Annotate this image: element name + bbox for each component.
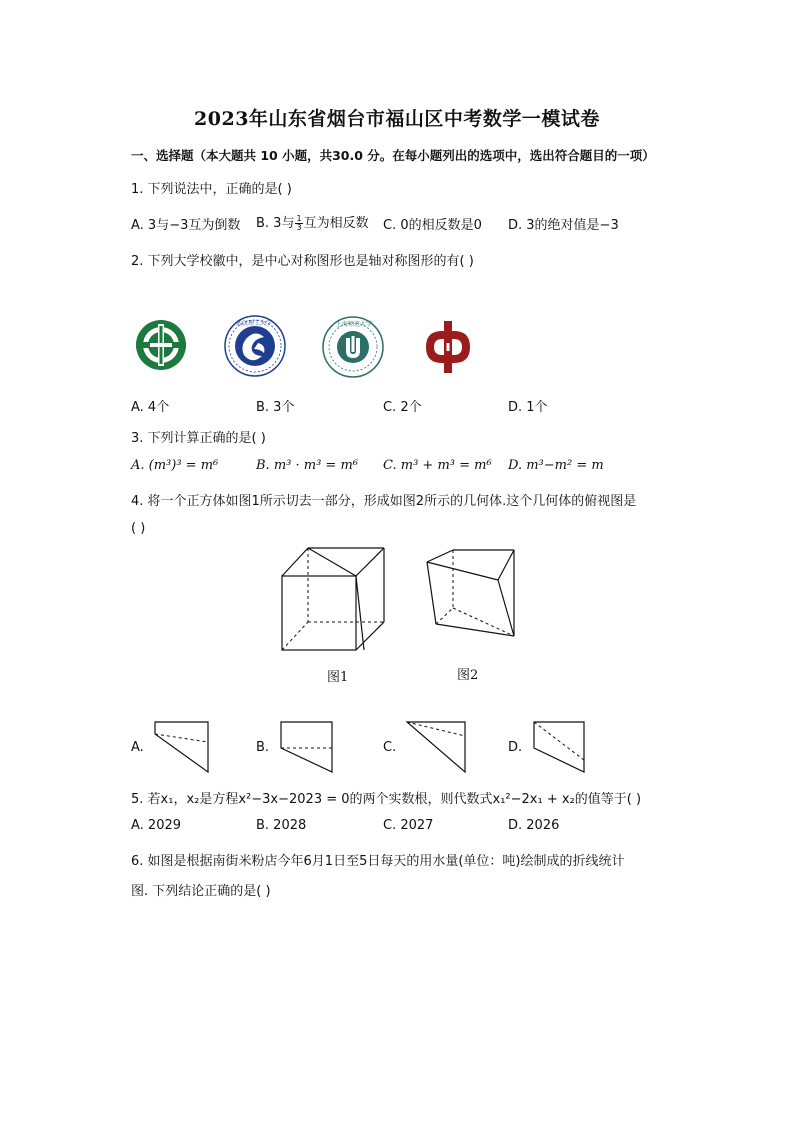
figure-1-caption: 图1 [327,670,349,685]
fraction-denominator: 3 [296,223,302,232]
q4-option-d-figure [532,720,590,774]
q4-option-a-label: A. [131,740,144,755]
q5-option-a: A. 2029 [131,818,182,833]
logo-1-green-emblem [134,318,188,372]
figure-1-cube [278,545,390,653]
q4-option-c-label: C. [383,740,397,755]
q5-option-c: C. 2027 [383,818,434,833]
question-6-stem-cont: 图. 下列结论正确的是( ) [131,884,271,899]
question-5-stem: 5. 若x₁，x₂是方程x²−3x−2023 = 0的两个实数根，则代数式x₁²−2x₁ + x₂的值等于( ) [131,792,642,807]
q1-option-d: D. 3的绝对值是−3 [508,218,619,233]
q2-option-d: D. 1个 [508,400,548,415]
question-3-stem: 3. 下列计算正确的是( ) [131,431,266,446]
question-4-stem-cont: ( ) [131,521,146,536]
question-6-stem: 6. 如图是根据南街米粉店今年6月1日至5日每天的用水量(单位：吨)绘制成的折线统计 [131,854,625,869]
logo-2-text: 武汉理工大学 [236,320,273,327]
q4-option-b-label: B. [256,740,270,755]
page-title: 2023年山东省烟台市福山区中考数学一模试卷 [194,108,600,130]
section-heading: 一、选择题（本大题共 10 小题，共30.0 分。在每小题列出的选项中，选出符合题目的一项） [131,148,655,163]
q3-option-c: C. m³ + m³ = m⁶ [383,458,492,473]
q4-option-c-figure [405,720,467,774]
logo-4-red-emblem [418,317,478,377]
question-2-stem: 2. 下列大学校徽中，是中心对称图形也是轴对称图形的有( ) [131,254,474,269]
q1-option-b-suffix: 互为相反数 [303,216,369,231]
q4-option-d-label: D. [508,740,523,755]
question-1-stem: 1. 下列说法中，正确的是( ) [131,182,292,197]
fraction-numerator: 1 [296,214,302,223]
q3-option-d: D. m³−m² = m [508,458,604,473]
fraction-one-third [295,215,302,232]
figure-2-solid [424,548,516,642]
q4-option-b-figure [279,720,337,774]
q5-option-b: B. 2028 [256,818,307,833]
q1-option-c: C. 0的相反数是0 [383,218,482,233]
q3-option-b: B. m³ · m³ = m⁶ [256,458,358,473]
q4-option-a-figure [153,720,211,774]
q3-option-a: A. (m³)³ = m⁶ [131,458,219,473]
q1-option-b-prefix: B. 3与 [256,216,295,231]
q1-option-a: A. 3与−3互为倒数 [131,218,241,233]
logo-3-text: 上海师范大学 [336,321,373,328]
q5-option-d: D. 2026 [508,818,560,833]
figure-2-caption: 图2 [457,668,479,683]
q1-option-b [256,212,369,232]
question-4-stem: 4. 将一个正方体如图1所示切去一部分，形成如图2所示的几何体.这个几何体的俯视图是 [131,494,637,509]
q2-option-a: A. 4个 [131,400,170,415]
q2-option-c: C. 2个 [383,400,422,415]
q2-option-b: B. 3个 [256,400,295,415]
